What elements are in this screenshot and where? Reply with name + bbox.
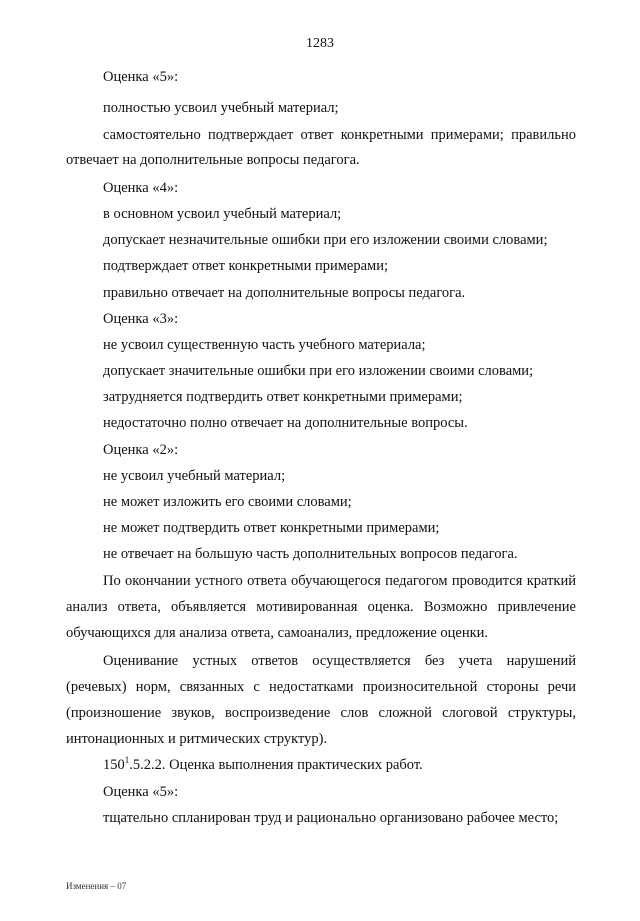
text-line: не может подтвердить ответ конкретными примерами;: [103, 520, 440, 536]
text-line: не усвоил существенную часть учебного материала;: [103, 337, 426, 353]
text-line: в основном усвоил учебный материал;: [103, 206, 342, 222]
text-line: полностью усвоил учебный материал;: [103, 100, 339, 116]
grade-2-heading: Оценка «2»:: [103, 442, 179, 458]
paragraph-line: (речевых) норм, связанных с недостатками произносительной стороны речи: [66, 679, 576, 695]
grade-5-heading: Оценка «5»:: [103, 784, 179, 800]
grade-4-heading: Оценка «4»:: [103, 180, 179, 196]
section-heading: [103, 755, 423, 775]
text-line: правильно отвечает на дополнительные вопросы педагога.: [103, 285, 466, 301]
page-number: 1283: [306, 36, 334, 51]
paragraph-line: обучающихся для анализа ответа, самоанализ, предложение оценки.: [66, 625, 489, 641]
text-line: подтверждает ответ конкретными примерами;: [103, 258, 389, 274]
section-number: 150: [103, 757, 125, 773]
grade-3-heading: Оценка «3»:: [103, 311, 179, 327]
paragraph-line: (произношение звуков, воспроизведение слов сложной слоговой структуры,: [66, 705, 576, 721]
footer-note: Изменения – 07: [66, 881, 127, 891]
text-line: не усвоил учебный материал;: [103, 468, 286, 484]
text-line: отвечает на дополнительные вопросы педагога.: [66, 152, 360, 168]
grade-5-heading: Оценка «5»:: [103, 69, 179, 85]
text-line: допускает незначительные ошибки при его изложении своими словами;: [103, 232, 548, 248]
text-line: затрудняется подтвердить ответ конкретными примерами;: [103, 389, 463, 405]
paragraph-line: Оценивание устных ответов осуществляется без учета нарушений: [103, 653, 576, 669]
paragraph-line: анализ ответа, объявляется мотивированная оценка. Возможно привлечение: [66, 599, 576, 615]
section-superscript: 1: [124, 755, 130, 766]
text-line: не может изложить его своими словами;: [103, 494, 352, 510]
paragraph-line: По окончании устного ответа обучающегося педагогом проводится краткий: [103, 573, 576, 589]
text-line: тщательно спланирован труд и рационально организовано рабочее место;: [103, 810, 559, 826]
text-line: недостаточно полно отвечает на дополнительные вопросы.: [103, 415, 468, 431]
text-line: не отвечает на большую часть дополнительных вопросов педагога.: [103, 546, 518, 562]
paragraph-line: интонационных и ритмических структур).: [66, 731, 328, 747]
section-title: .5.2.2. Оценка выполнения практических работ.: [129, 757, 423, 773]
text-line: допускает значительные ошибки при его изложении своими словами;: [103, 363, 534, 379]
text-line: самостоятельно подтверждает ответ конкретными примерами; правильно: [103, 127, 576, 143]
